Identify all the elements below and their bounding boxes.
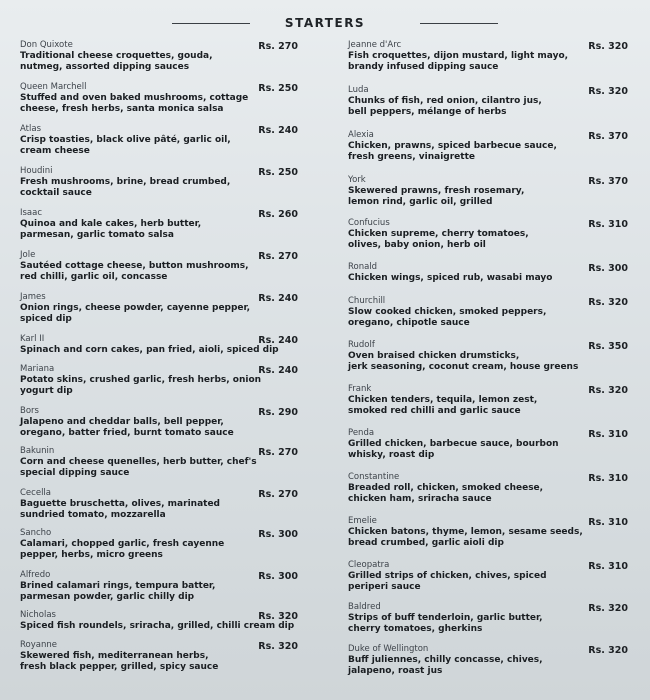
item-description: Chunks of fish, red onion, cilantro jus, (348, 96, 542, 106)
item-price: Rs. 310 (588, 219, 628, 230)
item-description: fresh black pepper, grilled, spicy sauce (20, 661, 219, 672)
item-name: Ronald (348, 262, 378, 272)
menu-item (20, 364, 298, 396)
item-description: Chicken supreme, cherry tomatoes, (348, 229, 529, 239)
menu-item (20, 610, 298, 632)
menu-item (348, 218, 628, 250)
item-name: Penda (348, 428, 375, 438)
item-name: Baldred (348, 602, 381, 612)
item-name: Confucius (348, 218, 390, 228)
item-description: Traditional cheese croquettes, gouda, (20, 51, 213, 61)
item-name: Isaac (20, 208, 43, 218)
menu-item (20, 292, 298, 324)
item-description: Oven braised chicken drumsticks, (348, 351, 520, 361)
item-price: Rs. 290 (258, 407, 298, 418)
item-description: cocktail sauce (20, 187, 92, 198)
menu-item (348, 644, 628, 676)
item-price: Rs. 320 (588, 385, 628, 396)
item-description: olives, baby onion, herb oil (348, 239, 486, 250)
item-price: Rs. 320 (258, 641, 298, 652)
item-description: Potato skins, crushed garlic, fresh herbs, onion (20, 375, 262, 385)
item-description: periperi sauce (348, 581, 421, 592)
menu-header (0, 14, 650, 34)
item-description: red chilli, garlic oil, concasse (20, 271, 168, 282)
item-price: Rs. 320 (588, 603, 628, 614)
item-price: Rs. 270 (258, 251, 298, 262)
item-name: Cecella (20, 488, 51, 498)
item-description: Grilled chicken, barbecue sauce, bourbon (348, 439, 559, 449)
header-rule-right (420, 23, 498, 24)
item-description: Skewered fish, mediterranean herbs, (20, 651, 209, 661)
item-name: Frank (348, 384, 372, 394)
item-price: Rs. 240 (258, 365, 298, 376)
item-price: Rs. 370 (588, 176, 628, 187)
item-name: Royanne (20, 640, 57, 650)
item-price: Rs. 310 (588, 517, 628, 528)
item-description: Spiced fish roundels, sriracha, grilled, chilli cream dip (20, 621, 295, 631)
item-description: cherry tomatoes, gherkins (348, 623, 483, 634)
item-name: Duke of Wellington (348, 644, 429, 654)
item-price: Rs. 320 (258, 611, 298, 622)
item-name: York (348, 175, 366, 185)
item-name: Don Quixote (20, 40, 73, 50)
item-description: sundried tomato, mozzarella (20, 509, 166, 520)
item-description: bell peppers, mélange of herbs (348, 106, 507, 117)
item-description: cream cheese (20, 145, 90, 156)
item-price: Rs. 270 (258, 489, 298, 500)
menu-item (20, 40, 298, 72)
item-price: Rs. 320 (588, 297, 628, 308)
item-description: Skewered prawns, fresh rosemary, (348, 186, 525, 196)
item-name: James (20, 292, 46, 302)
item-price: Rs. 300 (258, 529, 298, 540)
item-description: lemon rind, garlic oil, grilled (348, 196, 493, 207)
item-description: Onion rings, cheese powder, cayenne pepper, (20, 303, 251, 313)
item-description: smoked red chilli and garlic sauce (348, 405, 521, 416)
menu-item (348, 428, 628, 460)
item-description: Stuffed and oven baked mushrooms, cottage (20, 93, 249, 103)
item-description: bread crumbed, garlic aioli dip (348, 537, 504, 548)
item-description: jerk seasoning, coconut cream, house greens (348, 361, 579, 372)
item-description: parmesan, garlic tomato salsa (20, 229, 174, 240)
item-name: Alfredo (20, 570, 51, 580)
menu-item (20, 82, 298, 114)
item-description: Chicken batons, thyme, lemon, sesame seeds, (348, 527, 583, 537)
header-rule-left (172, 23, 250, 24)
item-name: Atlas (20, 124, 41, 134)
item-price: Rs. 270 (258, 447, 298, 458)
item-name: Houdini (20, 166, 53, 176)
item-name: Jeanne d'Arc (348, 40, 402, 50)
item-name: Cleopatra (348, 560, 390, 570)
item-description: whisky, roast dip (348, 449, 435, 460)
menu-item (348, 602, 628, 634)
item-name: Jole (20, 250, 36, 260)
item-name: Bors (20, 406, 39, 416)
item-name: Queen Marchell (20, 82, 87, 92)
item-description: brandy infused dipping sauce (348, 61, 499, 72)
item-description: Grilled strips of chicken, chives, spiced (348, 571, 547, 581)
item-description: nutmeg, assorted dipping sauces (20, 61, 190, 72)
menu-item (20, 250, 298, 282)
item-description: special dipping sauce (20, 467, 130, 478)
item-description: Jalapeno and cheddar balls, bell pepper, (20, 417, 224, 427)
menu-item (348, 296, 628, 328)
item-name: Constantine (348, 472, 400, 482)
item-description: Fish croquettes, dijon mustard, light mayo, (348, 51, 569, 61)
menu-item (20, 406, 298, 438)
menu-item (348, 340, 628, 372)
menu-item (348, 40, 628, 72)
item-price: Rs. 270 (258, 41, 298, 52)
menu-item (20, 640, 298, 672)
item-description: chicken ham, sriracha sauce (348, 493, 492, 504)
item-name: Churchill (348, 296, 386, 306)
item-description: Quinoa and kale cakes, herb butter, (20, 219, 202, 229)
item-description: Slow cooked chicken, smoked peppers, (348, 307, 547, 317)
item-description: Chicken, prawns, spiced barbecue sauce, (348, 141, 557, 151)
item-price: Rs. 260 (258, 209, 298, 220)
menu-item (348, 472, 628, 504)
item-description: cheese, fresh herbs, santa monica salsa (20, 103, 224, 114)
item-description: Corn and cheese quenelles, herb butter, chef's (20, 457, 257, 467)
menu-item (348, 560, 628, 592)
menu-item (348, 175, 628, 207)
item-name: Luda (348, 85, 369, 95)
item-description: Strips of buff tenderloin, garlic butter, (348, 613, 543, 623)
item-description: oregano, chipotle sauce (348, 317, 470, 328)
item-description: Calamari, chopped garlic, fresh cayenne (20, 539, 225, 549)
item-name: Nicholas (20, 610, 56, 620)
menu-item (348, 384, 628, 416)
item-description: spiced dip (20, 313, 72, 324)
item-name: Alexia (348, 130, 374, 140)
item-name: Bakunin (20, 446, 55, 456)
item-description: Crisp toasties, black olive pâté, garlic oil, (20, 135, 231, 145)
item-description: yogurt dip (20, 385, 73, 396)
item-price: Rs. 320 (588, 41, 628, 52)
section-title: STARTERS (284, 16, 366, 30)
item-name: Rudolf (348, 340, 375, 350)
item-price: Rs. 310 (588, 561, 628, 572)
menu-item (348, 516, 628, 548)
item-description: oregano, batter fried, burnt tomato sauce (20, 427, 234, 438)
item-description: Buff juliennes, chilly concasse, chives, (348, 655, 543, 665)
item-description: Spinach and corn cakes, pan fried, aioli, spiced dip (20, 345, 279, 355)
item-description: pepper, herbs, micro greens (20, 549, 163, 560)
item-price: Rs. 310 (588, 429, 628, 440)
menu-item (20, 124, 298, 156)
item-name: Karl II (20, 334, 45, 344)
menu-item (20, 166, 298, 198)
item-name: Emelie (348, 516, 377, 526)
menu-item (20, 528, 298, 560)
menu-item (20, 334, 298, 356)
item-price: Rs. 240 (258, 335, 298, 346)
item-description: Chicken wings, spiced rub, wasabi mayo (348, 273, 553, 283)
item-description: Chicken tenders, tequila, lemon zest, (348, 395, 538, 405)
item-price: Rs. 320 (588, 86, 628, 97)
item-price: Rs. 240 (258, 125, 298, 136)
item-description: Brined calamari rings, tempura batter, (20, 581, 216, 591)
item-name: Sancho (20, 528, 52, 538)
item-price: Rs. 250 (258, 83, 298, 94)
item-price: Rs. 310 (588, 473, 628, 484)
item-description: Baguette bruschetta, olives, marinated (20, 499, 220, 509)
item-price: Rs. 250 (258, 167, 298, 178)
item-description: fresh greens, vinaigrette (348, 151, 475, 162)
menu-item (348, 262, 628, 284)
item-description: Fresh mushrooms, brine, bread crumbed, (20, 177, 231, 187)
item-description: parmesan powder, garlic chilly dip (20, 591, 195, 602)
menu-item (20, 488, 298, 520)
menu-item (20, 208, 298, 240)
item-description: Sautéed cottage cheese, button mushrooms, (20, 261, 249, 271)
item-price: Rs. 300 (588, 263, 628, 274)
menu-item (348, 85, 628, 117)
item-price: Rs. 370 (588, 131, 628, 142)
menu-item (348, 130, 628, 162)
item-price: Rs. 350 (588, 341, 628, 352)
item-description: Breaded roll, chicken, smoked cheese, (348, 483, 544, 493)
item-price: Rs. 300 (258, 571, 298, 582)
menu-item (20, 570, 298, 602)
item-description: jalapeno, roast jus (348, 665, 443, 676)
item-name: Mariana (20, 364, 55, 374)
menu-item (20, 446, 298, 478)
item-price: Rs. 320 (588, 645, 628, 656)
item-price: Rs. 240 (258, 293, 298, 304)
